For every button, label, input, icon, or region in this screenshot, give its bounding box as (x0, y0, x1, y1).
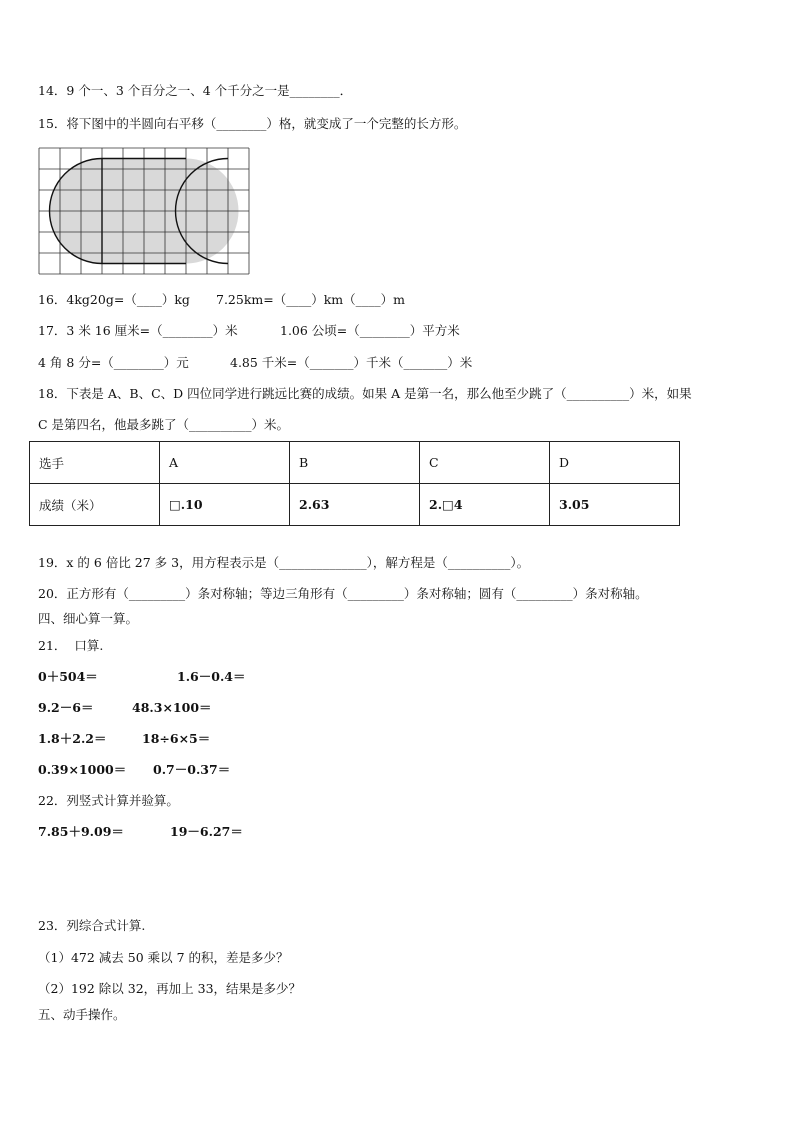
table-cell: 2.63 (290, 484, 420, 526)
question-16-part2: 7.25km=（____）km（____）m (216, 292, 406, 307)
table-header-cell: D (550, 442, 680, 484)
grid-figure (38, 147, 252, 275)
section-5-title: 五、动手操作。 (38, 1007, 126, 1022)
vertical-calc-item: 19－6.27＝ (170, 824, 243, 839)
table-cell: 成绩（米） (30, 484, 160, 526)
mental-calc-item: 0＋504＝ (38, 669, 98, 684)
table-header-cell: 选手 (30, 442, 160, 484)
table-cell: 2.□4 (420, 484, 550, 526)
mental-calc-item: 0.7－0.37＝ (153, 762, 231, 777)
section-4-title: 四、细心算一算。 (38, 611, 139, 626)
scores-table (29, 441, 680, 526)
mental-calc-item: 1.6－0.4＝ (177, 669, 246, 684)
mental-calc-item: 48.3×100＝ (132, 700, 212, 715)
table-cell: □.10 (160, 484, 290, 526)
vertical-calc-item: 7.85＋9.09＝ (38, 824, 124, 839)
question-18-line1: 18．下表是 A、B、C、D 四位同学进行跳远比赛的成绩。如果 A 是第一名，那么他至少跳了（__________）米，如果 (38, 386, 692, 401)
question-17-line2-a: 4 角 8 分=（________）元 (38, 355, 189, 370)
mental-calc-item: 9.2－6＝ (38, 700, 94, 715)
question-23-item: （1）472 减去 50 乘以 7 的积，差是多少？ (38, 950, 289, 965)
table-row (30, 484, 680, 526)
question-19: 19．x 的 6 倍比 27 多 3，用方程表示是（______________），解方程是（__________）。 (38, 555, 530, 570)
question-17-line1-b: 1.06 公顷=（________）平方米 (280, 323, 460, 338)
table-cell: 3.05 (550, 484, 680, 526)
mental-calc-item: 0.39×1000＝ (38, 762, 127, 777)
mental-calc-item: 18÷6×5＝ (142, 731, 211, 746)
table-header-cell: A (160, 442, 290, 484)
question-22-title: 22．列竖式计算并验算。 (38, 793, 179, 808)
question-16-part1: 16．4kg20g=（____）kg (38, 292, 190, 307)
question-21-title: 21． 口算. (38, 638, 104, 653)
question-18-line2: C 是第四名，他最多跳了（__________）米。 (38, 417, 290, 432)
question-14: 14．9 个一、3 个百分之一、4 个千分之一是________． (38, 83, 353, 98)
question-15: 15．将下图中的半圆向右平移（________）格，就变成了一个完整的长方形。 (38, 116, 467, 131)
table-header-row (30, 442, 680, 484)
question-17-line1-a: 17．3 米 16 厘米=（________）米 (38, 323, 238, 338)
question-23-title: 23．列综合式计算. (38, 918, 146, 933)
question-17-line2-b: 4.85 千米=（_______）千米（_______）米 (230, 355, 473, 370)
table-header-cell: C (420, 442, 550, 484)
table-header-cell: B (290, 442, 420, 484)
question-20: 20．正方形有（_________）条对称轴；等边三角形有（_________）条对称轴；圆有（_________）条对称轴。 (38, 586, 648, 601)
mental-calc-item: 1.8＋2.2＝ (38, 731, 107, 746)
question-23-item: （2）192 除以 32，再加上 33，结果是多少？ (38, 981, 302, 996)
